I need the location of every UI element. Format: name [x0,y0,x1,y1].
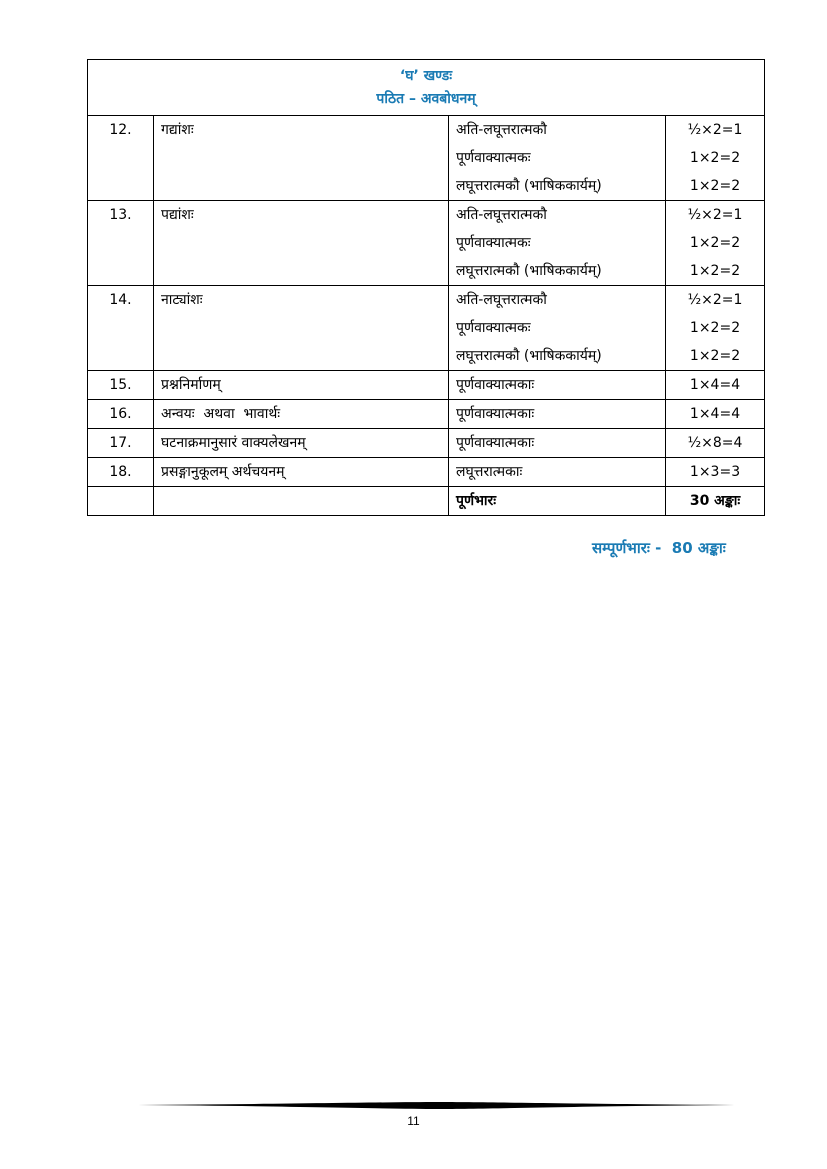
marks-value: 1×2=2 [689,235,741,251]
question-name: घटनाक्रमानुसारं वाक्यलेखनम् [161,435,306,451]
question-type-cell [449,400,666,429]
total-row [88,487,765,516]
marks-value: 1×2=2 [689,263,741,279]
question-type-cell [449,201,666,286]
question-name: नाट्यांशः [161,292,203,308]
total-value-cell [666,487,765,516]
table-row [88,201,765,286]
empty-cell [154,487,449,516]
question-number-cell [88,371,154,400]
page-number: 11 [407,1114,420,1128]
question-name: प्रसङ्गानुकूलम् अर्थचयनम् [161,464,285,480]
question-cell [154,286,449,371]
question-cell [154,201,449,286]
marks-value: 1×4=4 [689,377,741,393]
total-label: पूर्णभारः [456,493,497,509]
question-number: 14. [109,292,132,308]
empty-cell [88,487,154,516]
table-row [88,116,765,201]
question-type-cell [449,116,666,201]
total-label-cell [449,487,666,516]
question-type: पूर्णवाक्यात्मकः [456,150,531,166]
footer-rule [138,1099,735,1111]
question-number-cell [88,286,154,371]
marks-cell [666,400,765,429]
question-type: पूर्णवाक्यात्मकाः [456,435,535,451]
marks-value: 1×2=2 [689,178,741,194]
question-number: 16. [109,406,132,422]
table-row [88,286,765,371]
question-number-cell [88,116,154,201]
question-type: पूर्णवाक्यात्मकः [456,320,531,336]
marks-value: ½×2=1 [687,122,743,138]
question-type: पूर्णवाक्यात्मकाः [456,406,535,422]
question-type: लघूत्तरात्मकौ (भाषिककार्यम्) [456,263,602,279]
section-title: ‘घ’ खण्डः [399,68,453,84]
marks-value: 1×2=2 [689,150,741,166]
question-number: 18. [109,464,132,480]
question-name: अन्वयः अथवा भावार्थः [161,406,281,422]
marks-value: 1×3=3 [689,464,741,480]
section-header-row [88,60,765,116]
question-number: 17. [109,435,132,451]
question-number: 15. [109,377,132,393]
table-row [88,371,765,400]
question-number-cell [88,201,154,286]
question-cell [154,429,449,458]
question-type: पूर्णवाक्यात्मकाः [456,377,535,393]
question-type: अति-लघूत्तरात्मकौ [456,292,547,308]
grand-total: सम्पूर्णभारः - 80 अङ्काः [592,539,726,557]
marks-table [87,59,765,516]
question-name: पद्यांशः [161,207,194,223]
table-row [88,458,765,487]
section-subtitle: पठित – अवबोधनम् [376,91,476,107]
question-type-cell [449,286,666,371]
question-type-cell [449,371,666,400]
question-number-cell [88,400,154,429]
question-name: गद्यांशः [161,122,194,138]
question-type: लघूत्तरात्मकाः [456,464,523,480]
question-cell [154,400,449,429]
table-row [88,400,765,429]
marks-cell [666,458,765,487]
marks-cell [666,286,765,371]
marks-cell [666,371,765,400]
question-type-cell [449,429,666,458]
question-name: प्रश्ननिर्माणम् [161,377,221,393]
question-type: अति-लघूत्तरात्मकौ [456,122,547,138]
marks-cell [666,201,765,286]
marks-value: ½×2=1 [687,292,743,308]
section-header [88,60,765,116]
marks-value: ½×2=1 [687,207,743,223]
question-cell [154,458,449,487]
question-type: पूर्णवाक्यात्मकः [456,235,531,251]
marks-value: 1×2=2 [689,320,741,336]
table-row [88,429,765,458]
marks-value: 1×4=4 [689,406,741,422]
question-number-cell [88,458,154,487]
question-type-cell [449,458,666,487]
marks-cell [666,429,765,458]
question-number: 12. [109,122,132,138]
marks-value: ½×8=4 [687,435,743,451]
question-type: अति-लघूत्तरात्मकौ [456,207,547,223]
question-cell [154,371,449,400]
marks-value: 1×2=2 [689,348,741,364]
question-number: 13. [109,207,132,223]
total-value: 30 अङ्काः [689,493,741,509]
question-cell [154,116,449,201]
question-number-cell [88,429,154,458]
question-type: लघूत्तरात्मकौ (भाषिककार्यम्) [456,348,602,364]
question-type: लघूत्तरात्मकौ (भाषिककार्यम्) [456,178,602,194]
marks-cell [666,116,765,201]
